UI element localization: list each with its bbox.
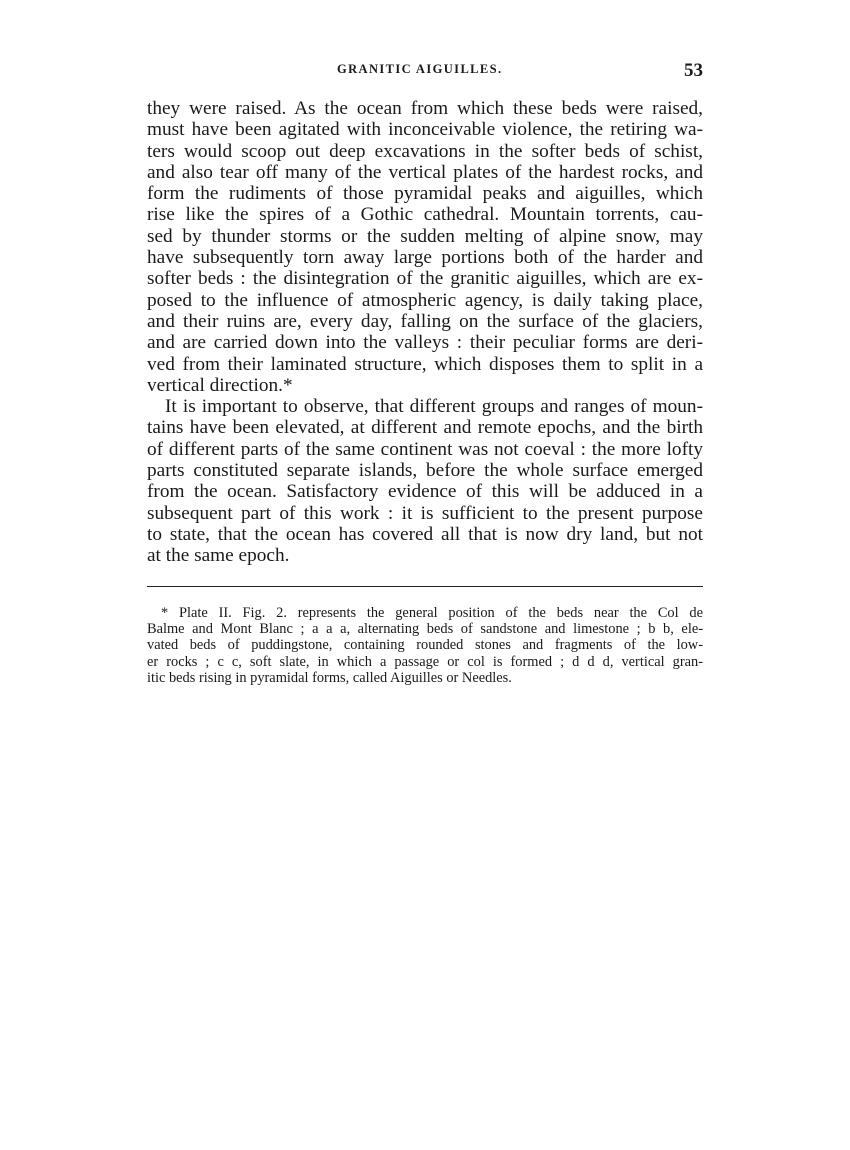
text-line: parts constituted separate islands, before the whole surface emerged [147, 460, 703, 482]
footnote-line: er rocks ; c c, soft slate, in which a passage or col is formed ; d d d, vertical gran- [147, 653, 703, 670]
running-head [147, 60, 703, 86]
body-text [147, 98, 703, 567]
text-line: posed to the influence of atmospheric agency, is daily taking place, [147, 289, 703, 311]
text-line: sed by thunder storms or the sudden melting of alpine snow, may [147, 225, 703, 247]
footnote [147, 605, 703, 687]
text-line: have subsequently torn away large portions both of the harder and [147, 247, 703, 269]
text-line: they were raised. As the ocean from which these beds were raised, [147, 98, 703, 119]
text-line: tains have been elevated, at different and remote epochs, and the birth [147, 417, 703, 439]
text-line: softer beds : the disintegration of the granitic aiguilles, which are ex- [147, 268, 703, 290]
page-number: 53 [684, 60, 703, 81]
text-line: at the same epoch. [147, 545, 290, 567]
footnote-line: Balme and Mont Blanc ; a a a, alternating beds of sandstone and limestone ; b b, ele- [147, 620, 703, 637]
paragraph-1 [147, 98, 703, 396]
text-line: It is important to observe, that different groups and ranges of moun- [165, 396, 703, 418]
text-line: ters would scoop out deep excavations in the softer beds of schist, [147, 140, 703, 162]
text-line: to state, that the ocean has covered all that is now dry land, but not [147, 523, 703, 545]
text-line: and are carried down into the valleys : their peculiar forms are deri- [147, 332, 703, 354]
running-title: GRANITIC AIGUILLES. [337, 62, 503, 76]
paragraph-2 [147, 396, 703, 566]
text-line: vertical direction.* [147, 374, 293, 396]
text-line: and also tear off many of the vertical plates of the hardest rocks, and [147, 161, 703, 183]
footnote-line: itic beds rising in pyramidal forms, called Aiguilles or Needles. [147, 670, 512, 687]
text-line: form the rudiments of those pyramidal peaks and aiguilles, which [147, 183, 703, 205]
text-line: of different parts of the same continent was not coeval : the more lofty [147, 438, 703, 460]
text-line: rise like the spires of a Gothic cathedral. Mountain torrents, cau- [147, 204, 703, 226]
text-line: subsequent part of this work : it is sufficient to the present purpose [147, 502, 703, 524]
footnote-divider [147, 586, 703, 587]
footnote-line: vated beds of puddingstone, containing rounded stones and fragments of the low- [147, 637, 703, 654]
text-line: and their ruins are, every day, falling on the surface of the glaciers, [147, 310, 703, 332]
footnote-line: * Plate II. Fig. 2. represents the general position of the beds near the Col de [161, 604, 703, 621]
book-page [147, 60, 703, 687]
text-line: must have been agitated with inconceivable violence, the retiring wa- [147, 119, 703, 141]
text-line: from the ocean. Satisfactory evidence of this will be adduced in a [147, 481, 703, 503]
text-line: ved from their laminated structure, which disposes them to split in a [147, 353, 703, 375]
